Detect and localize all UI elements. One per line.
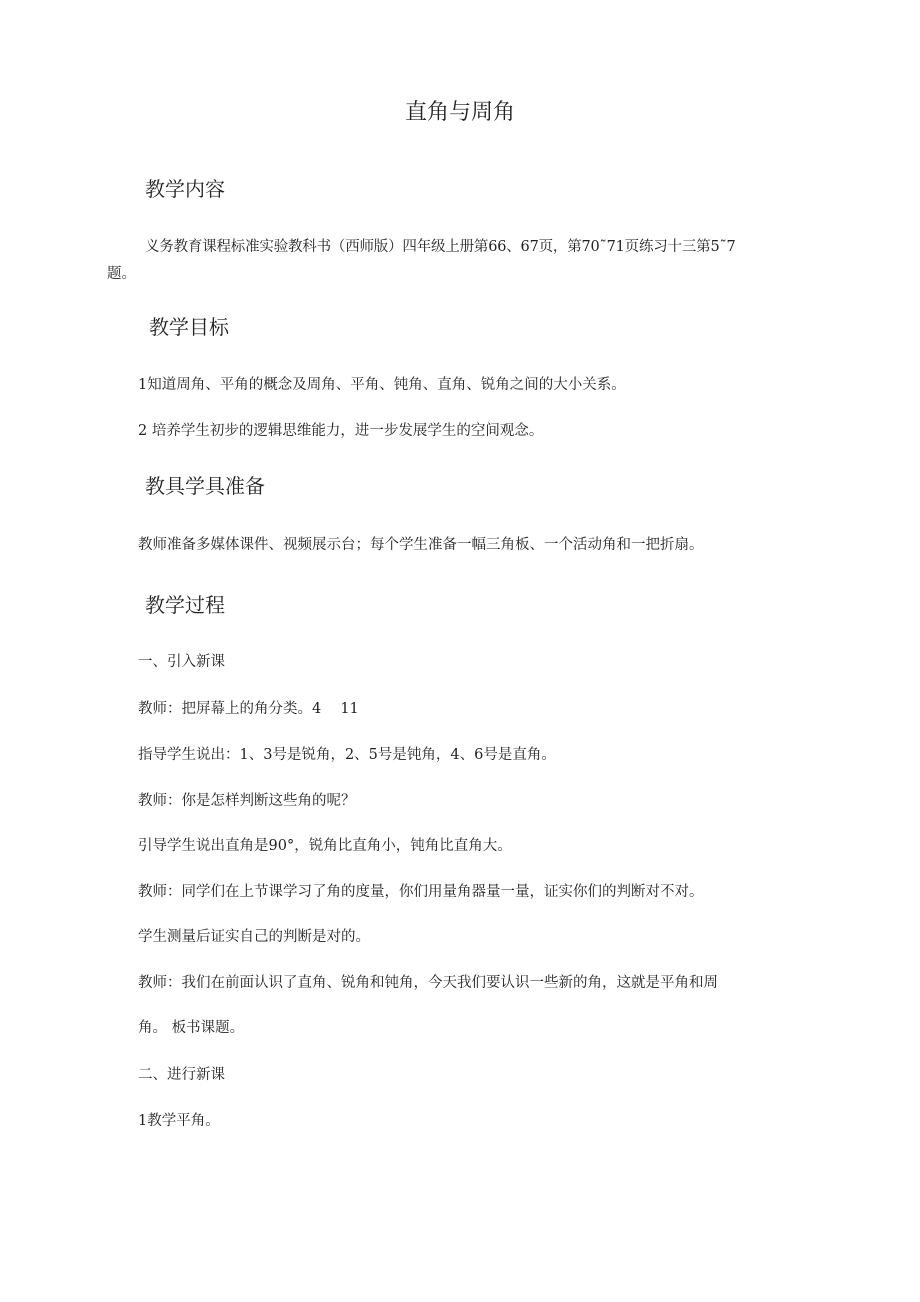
paragraph: 教师：我们在前面认识了直角、锐角和钝角，今天我们要认识一些新的角，这就是平角和周 [138,975,718,991]
heading-process: 教学过程 [145,593,225,617]
paragraph: 2 培养学生初步的逻辑思维能力，进一步发展学生的空间观念。 [138,423,544,439]
paragraph: 教师：同学们在上节课学习了角的度量，你们用量角器量一量，证实你们的判断对不对。 [138,884,704,900]
paragraph: 指导学生说出：1、3号是锐角，2、5号是钝角，4、6号是直角。 [138,747,556,763]
paragraph: 1教学平角。 [138,1113,220,1129]
paragraph: 1知道周角、平角的概念及周角、平角、钝角、直角、锐角之间的大小关系。 [138,377,626,393]
heading-goals: 教学目标 [149,315,229,339]
paragraph: 一、引入新课 [138,654,225,670]
heading-tools: 教具学具准备 [145,474,265,498]
paragraph: 义务教育课程标准实验教科书（西师版）四年级上册第66、67页，第70˜71页练习十三第5˜7 [145,239,736,255]
paragraph: 角。 板书课题。 [138,1020,245,1036]
heading-content: 教学内容 [145,177,225,201]
paragraph: 二、进行新课 [138,1067,225,1083]
paragraph: 教师准备多媒体课件、视频展示台；每个学生准备一幅三角板、一个活动角和一把折扇。 [138,537,704,553]
paragraph: 引导学生说出直角是90°，锐角比直角小，钝角比直角大。 [138,838,512,854]
paragraph: 教师：把屏幕上的角分类。4 11 [138,701,359,717]
paragraph: 教师：你是怎样判断这些角的呢？ [138,793,356,809]
paragraph: 学生测量后证实自己的判断是对的。 [138,929,370,945]
paragraph: 题。 [107,266,136,282]
document-title: 直角与周角 [404,100,515,125]
